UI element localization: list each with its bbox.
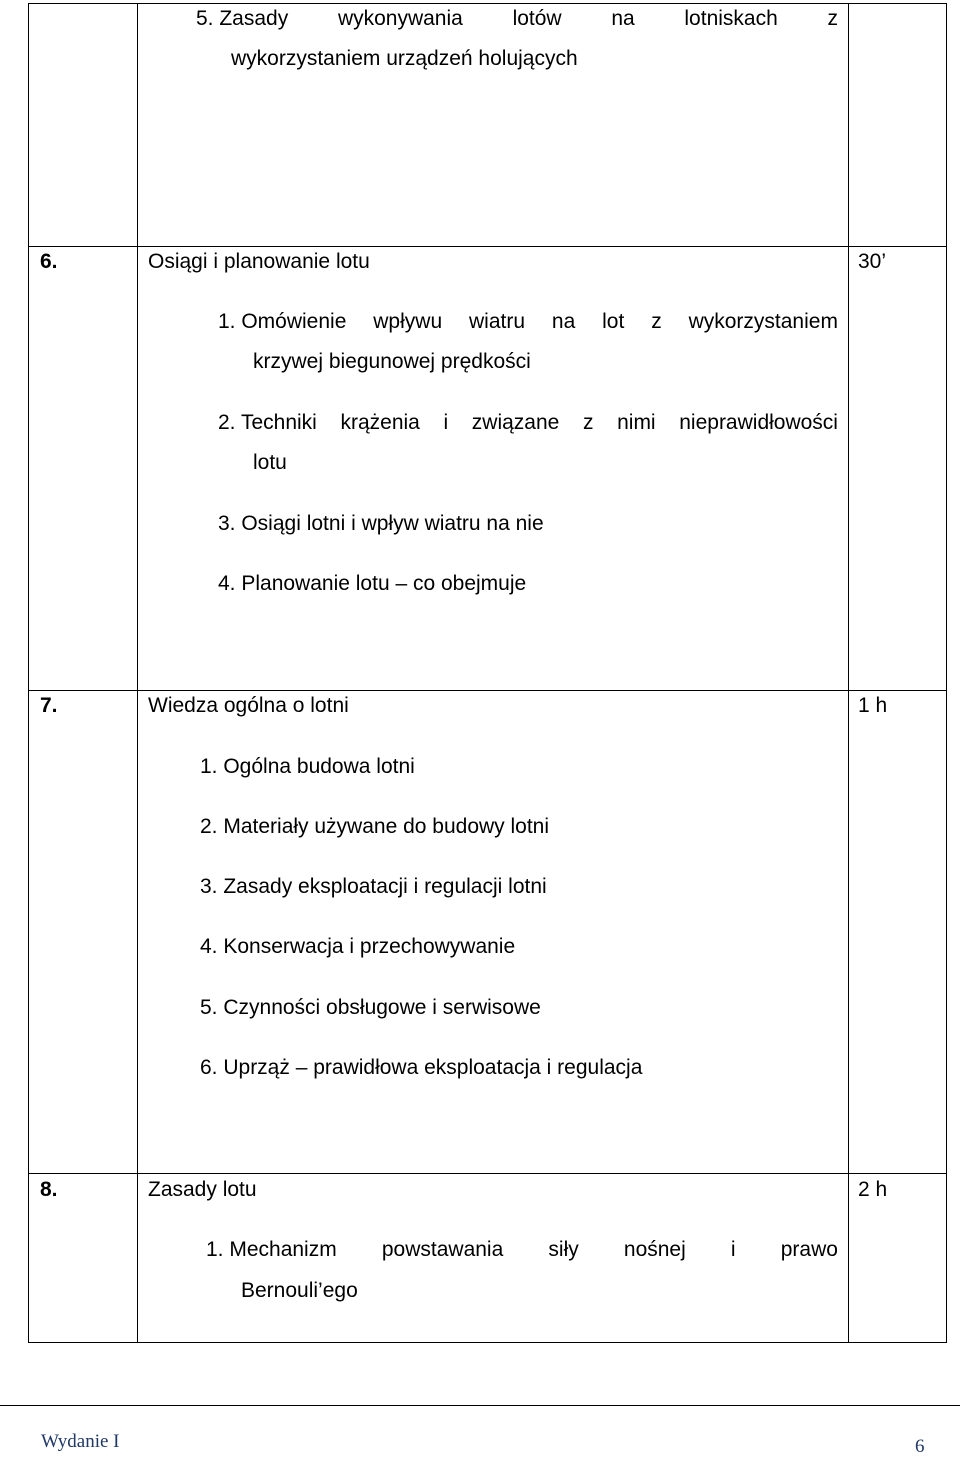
table-top-border xyxy=(28,3,947,4)
section-8-duration: 2 h xyxy=(858,1178,888,1201)
section-7-item-1: 1. Ogólna budowa lotni xyxy=(200,755,415,778)
footer-page-number: 6 xyxy=(915,1436,925,1457)
row-divider-6 xyxy=(28,246,947,247)
section-8-title: Zasady lotu xyxy=(148,1178,257,1201)
section-7-title: Wiedza ogólna o lotni xyxy=(148,694,349,717)
section-6-item-1-line-2: krzywej biegunowej prędkości xyxy=(253,350,531,373)
section-8-item-1-line-1: 1. Mechanizm powstawania siły nośnej i prawo xyxy=(206,1238,838,1261)
section-7-item-5: 5. Czynności obsługowe i serwisowe xyxy=(200,996,541,1019)
row-divider-7 xyxy=(28,690,947,691)
section-7-duration: 1 h xyxy=(858,694,888,717)
continuation-item-5-line-1: 5. Zasady wykonywania lotów na lotniskach z xyxy=(196,7,838,30)
table-bottom-border xyxy=(28,1342,947,1343)
section-7-item-4: 4. Konserwacja i przechowywanie xyxy=(200,935,516,958)
column-divider-2 xyxy=(848,3,849,1343)
section-7-number: 7. xyxy=(40,694,58,717)
footer-rule xyxy=(0,1405,960,1406)
footer-edition: Wydanie I xyxy=(41,1431,120,1452)
section-7-item-2: 2. Materiały używane do budowy lotni xyxy=(200,815,550,838)
section-8-number: 8. xyxy=(40,1178,58,1201)
section-7-item-3: 3. Zasady eksploatacji i regulacji lotni xyxy=(200,875,547,898)
section-6-number: 6. xyxy=(40,250,58,273)
row-divider-8 xyxy=(28,1173,947,1174)
section-7-item-6: 6. Uprząż – prawidłowa eksploatacja i regulacja xyxy=(200,1056,643,1079)
section-6-item-2-line-2: lotu xyxy=(253,451,287,474)
continuation-item-5-line-2: wykorzystaniem urządzeń holujących xyxy=(231,47,578,70)
section-6-title: Osiągi i planowanie lotu xyxy=(148,250,370,273)
section-6-item-1-line-1: 1. Omówienie wpływu wiatru na lot z wykorzystaniem xyxy=(218,310,838,333)
section-6-item-3: 3. Osiągi lotni i wpływ wiatru na nie xyxy=(218,512,544,535)
section-6-item-4: 4. Planowanie lotu – co obejmuje xyxy=(218,572,527,595)
section-6-duration: 30’ xyxy=(858,250,887,273)
section-8-item-1-line-2: Bernouli’ego xyxy=(241,1279,358,1302)
column-divider-1 xyxy=(137,3,138,1343)
table-right-border xyxy=(946,3,947,1343)
table-left-border xyxy=(28,3,29,1343)
section-6-item-2-line-1: 2. Techniki krążenia i związane z nimi nieprawidłowości xyxy=(218,411,838,434)
